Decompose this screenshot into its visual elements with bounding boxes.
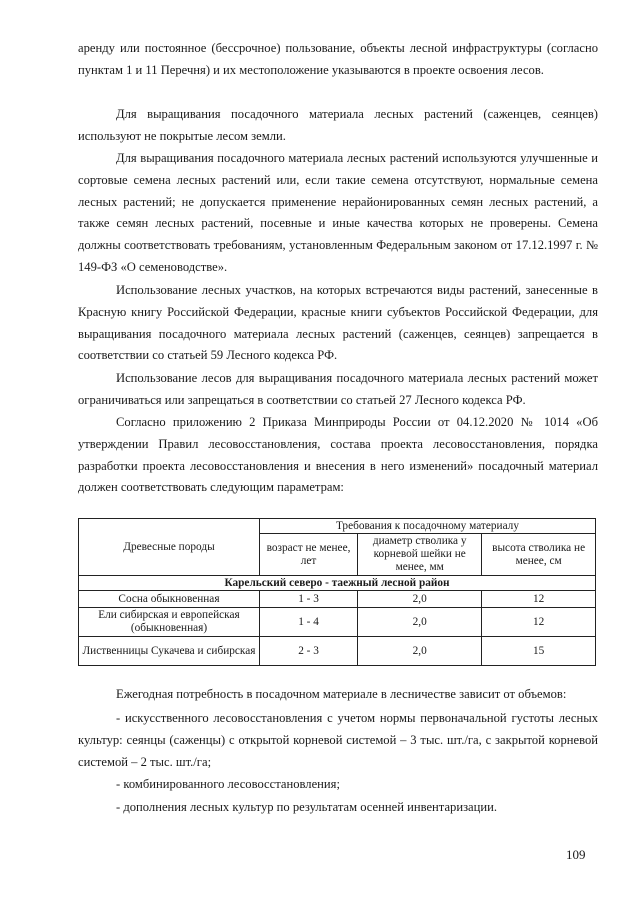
paragraph-7-text: Ежегодная потребность в посадочном материале в лесничестве зависит от объемов: bbox=[116, 687, 567, 701]
paragraph-4 bbox=[78, 280, 598, 367]
paragraph-4-text: Использование лесных участков, на которых встречаются виды растений, занесенные в Красную книгу Российской Федерации, красные книги субъектов Российской Федерации, для выращивания посадочного материала лесных растений (саженцев, сеянцев) запрещается в соответствии со статьей 59 Лесного кодекса РФ. bbox=[78, 283, 598, 363]
paragraph-6-text: Согласно приложению 2 Приказа Минприроды России от 04.12.2020 № 1014 «Об утверждении Правил лесовосстановления, состава проекта лесовосстановления, порядка разработки проекта лесовосстановления и внесения в него изменений» посадочный материал должен соответствовать следующим параметрам: bbox=[78, 415, 598, 495]
paragraph-10-text: - дополнения лесных культур по результатам осенней инвентаризации. bbox=[116, 800, 497, 814]
paragraph-9 bbox=[78, 774, 598, 796]
paragraph-9-text: - комбинированного лесовосстановления; bbox=[116, 777, 340, 791]
table-region-row bbox=[79, 576, 596, 591]
table-row bbox=[79, 591, 596, 608]
age-cell: 1 - 3 bbox=[259, 591, 357, 608]
diameter-cell: 2,0 bbox=[358, 591, 482, 608]
age-cell: 1 - 4 bbox=[259, 608, 357, 637]
paragraph-1 bbox=[78, 38, 598, 82]
header-requirements: Требования к посадочному материалу bbox=[259, 519, 595, 534]
header-age: возраст не менее, лет bbox=[259, 534, 357, 576]
height-cell: 15 bbox=[482, 637, 596, 666]
region-label: Карельский северо - таежный лесной район bbox=[79, 576, 596, 591]
paragraph-8-text: - искусственного лесовосстановления с учетом нормы первоначальной густоты лесных культур: сеянцы (саженцы) с открытой корневой системой – 3 тыс. шт./га, с закрытой корневой системой – 2 тыс. шт./га; bbox=[78, 711, 598, 769]
header-species: Древесные породы bbox=[79, 519, 260, 576]
paragraph-1-text: аренду или постоянное (бессрочное) пользование, объекты лесной инфраструктуры (согласно пунктам 1 и 11 Перечня) и их местоположение указываются в проекте освоения лесов. bbox=[78, 41, 598, 77]
paragraph-8 bbox=[78, 708, 598, 773]
table-row bbox=[79, 637, 596, 666]
paragraph-5-text: Использование лесов для выращивания посадочного материала лесных растений может ограничиваться или запрещаться в соответствии со статьей 27 Лесного кодекса РФ. bbox=[78, 371, 598, 407]
paragraph-5 bbox=[78, 368, 598, 412]
planting-material-table bbox=[78, 518, 596, 666]
height-cell: 12 bbox=[482, 608, 596, 637]
paragraph-10 bbox=[78, 797, 598, 819]
table-header-row-1 bbox=[79, 519, 596, 534]
paragraph-3 bbox=[78, 148, 598, 279]
paragraph-3-text: Для выращивания посадочного материала лесных растений используются улучшенные и сортовые семена лесных растений или, если такие семена отсутствуют, нормальные семена лесных растений; не допускается применение нерайонированных семян лесных растений, а также семян лесных растений, посевные и иные качества которых не проверены. Семена должны соответствовать требованиям, установленным Федеральным законом от 17.12.1997 г. № 149-ФЗ «О семеноводстве». bbox=[78, 151, 598, 274]
paragraph-6 bbox=[78, 412, 598, 499]
species-cell: Лиственницы Сукачева и сибирская bbox=[79, 637, 260, 666]
header-diameter: диаметр стволика у корневой шейки не менее, мм bbox=[358, 534, 482, 576]
paragraph-2-text: Для выращивания посадочного материала лесных растений (саженцев, сеянцев) используют не покрытые лесом земли. bbox=[78, 107, 598, 143]
header-height: высота стволика не менее, см bbox=[482, 534, 596, 576]
age-cell: 2 - 3 bbox=[259, 637, 357, 666]
diameter-cell: 2,0 bbox=[358, 637, 482, 666]
species-cell: Ели сибирская и европейская (обыкновенная) bbox=[79, 608, 260, 637]
paragraph-7 bbox=[78, 684, 598, 706]
paragraph-2 bbox=[78, 104, 598, 148]
species-cell: Сосна обыкновенная bbox=[79, 591, 260, 608]
height-cell: 12 bbox=[482, 591, 596, 608]
table-row bbox=[79, 608, 596, 637]
diameter-cell: 2,0 bbox=[358, 608, 482, 637]
page-number: 109 bbox=[566, 847, 586, 862]
